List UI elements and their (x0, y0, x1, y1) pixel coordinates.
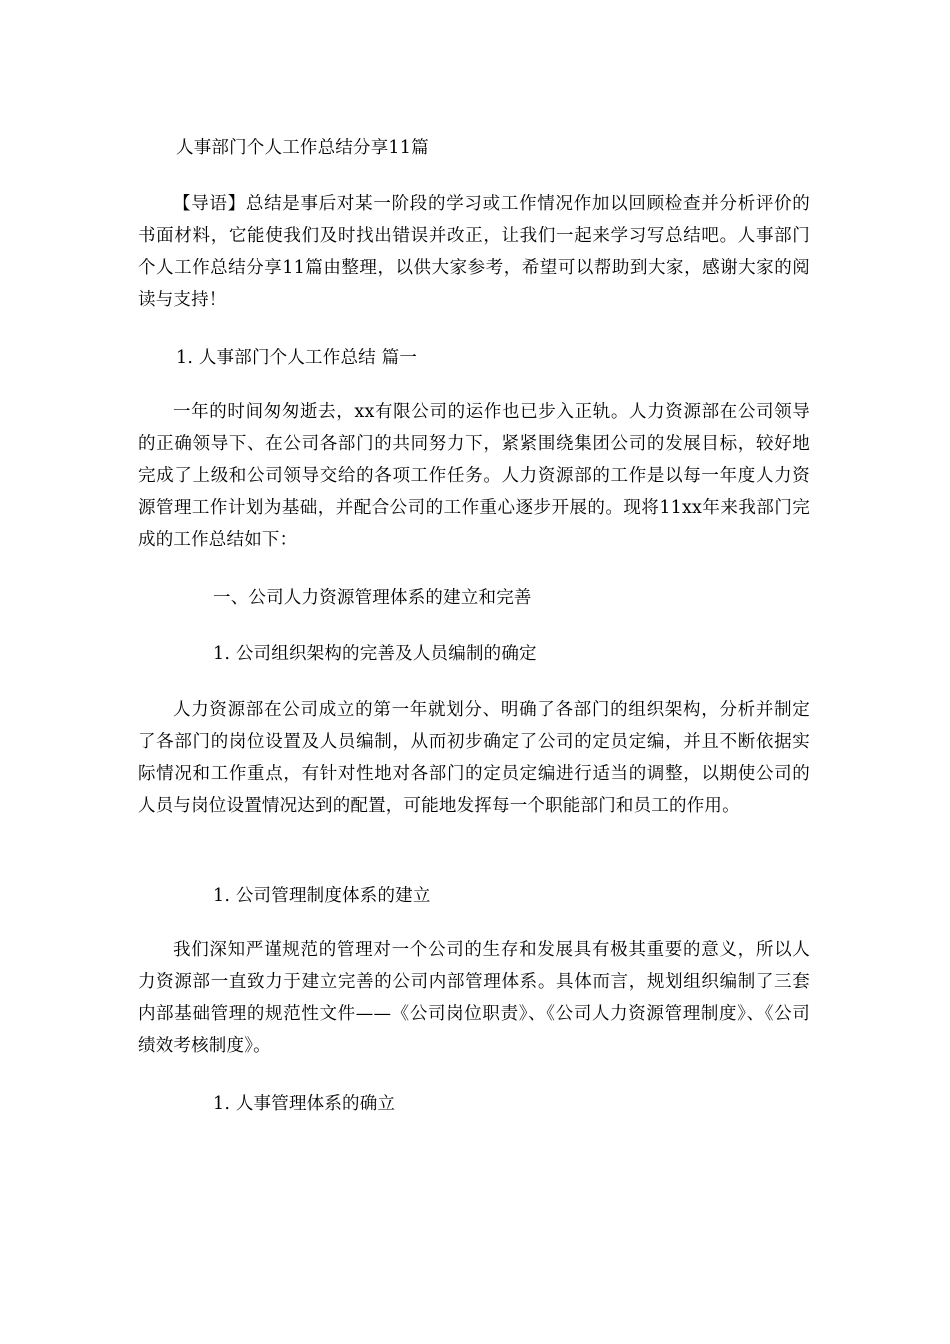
sub-heading-2: 1. 公司组织架构的完善及人员编制的确定 (213, 644, 537, 664)
intro-paragraph: 【导语】总结是事后对某一阶段的学习或工作情况作加以回顾检查并分析评价的书面材料，它能使我们及时找出错误并改正，让我们一起来学习写总结吧。人事部门个人工作总结分享11篇由整理，以供大家参考，希望可以帮助到大家，感谢大家的阅读与支持！ (138, 194, 810, 310)
paragraph-2: 人力资源部在公司成立的第一年就划分、明确了各部门的组织架构，分析并制定了各部门的岗位设置及人员编制，从而初步确定了公司的定员定编，并且不断依据实际情况和工作重点，有针对性地对各部门的定员定编进行适当的调整，以期使公司的人员与岗位设置情况达到的配置，可能地发挥每一个职能部门和员工的作用。 (138, 700, 810, 816)
document-title: 人事部门个人工作总结分享11篇 (176, 138, 429, 158)
paragraph-1: 一年的时间匆匆逝去，xx有限公司的运作也已步入正轨。人力资源部在公司领导的正确领导下、在公司各部门的共同努力下，紧紧围绕集团公司的发展目标，较好地完成了上级和公司领导交给的各项工作任务。人力资源部的工作是以每一年度人力资源管理工作计划为基础，并配合公司的工作重心逐步开展的。现将11xx年来我部门完成的工作总结如下： (138, 402, 810, 550)
paragraph-3: 我们深知严谨规范的管理对一个公司的生存和发展具有极其重要的意义，所以人力资源部一直致力于建立完善的公司内部管理体系。具体而言，规划组织编制了三套内部基础管理的规范性文件——《公司岗位职责》、《公司人力资源管理制度》、《公司绩效考核制度》。 (138, 940, 810, 1056)
sub-heading-1: 一、公司人力资源管理体系的建立和完善 (213, 588, 532, 608)
section-heading-1: 1. 人事部门个人工作总结 篇一 (176, 348, 418, 368)
sub-heading-4: 1. 人事管理体系的确立 (213, 1094, 396, 1114)
sub-heading-3: 1. 公司管理制度体系的建立 (213, 886, 431, 906)
